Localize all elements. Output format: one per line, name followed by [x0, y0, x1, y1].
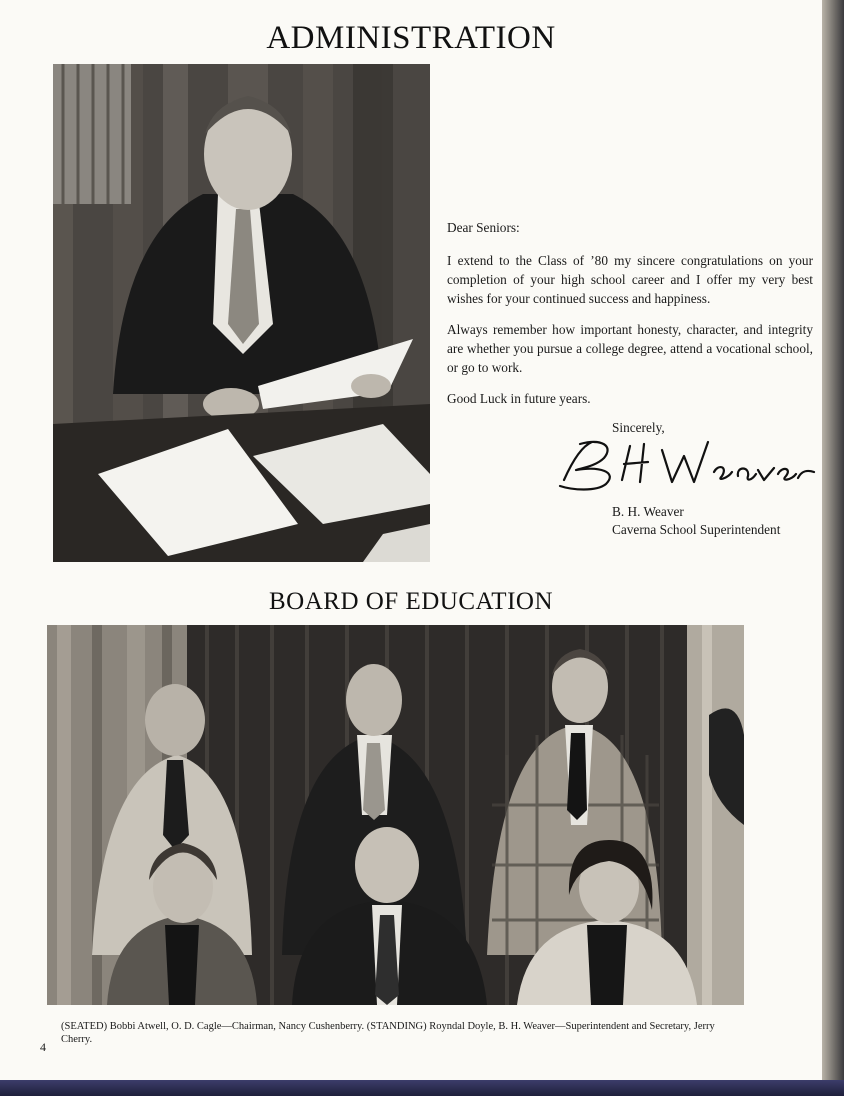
- page-number: 4: [40, 1040, 46, 1054]
- letter-paragraph-1: I extend to the Class of ’80 my sincere congratulations on your completion of your high school career and I offer my very best wishes for your continued success and happiness.: [447, 253, 813, 306]
- letter-greeting: Dear Seniors:: [447, 220, 520, 235]
- superintendent-letter: [447, 218, 813, 422]
- letter-closing-line: Good Luck in future years.: [447, 391, 591, 406]
- board-photo-caption: (SEATED) Bobbi Atwell, O. D. Cagle—Chairman, Nancy Cushenberry. (STANDING) Royndal Doyle, B. H. Weaver—Superintendent and Secretary, Jerry Cherry.: [61, 1021, 715, 1045]
- letter-paragraph-2: Always remember how important honesty, character, and integrity are whether you pursue a college degree, attend a vocational school, or go to work.: [447, 322, 813, 375]
- administration-heading: ADMINISTRATION: [266, 20, 556, 56]
- board-group-photo: [47, 625, 744, 1005]
- superintendent-photo-art: [53, 64, 430, 562]
- bottom-edge-strip: [0, 1080, 844, 1096]
- superintendent-photo: [53, 64, 430, 562]
- board-group-photo-art: [47, 625, 744, 1005]
- signer-name: B. H. Weaver: [612, 504, 684, 519]
- binding-edge: [822, 0, 844, 1080]
- handwritten-signature: [552, 432, 820, 498]
- letter-sign-off: Sincerely,: [612, 420, 665, 435]
- signer-title: Caverna School Superintendent: [612, 522, 781, 537]
- board-of-education-heading: BOARD OF EDUCATION: [268, 588, 553, 615]
